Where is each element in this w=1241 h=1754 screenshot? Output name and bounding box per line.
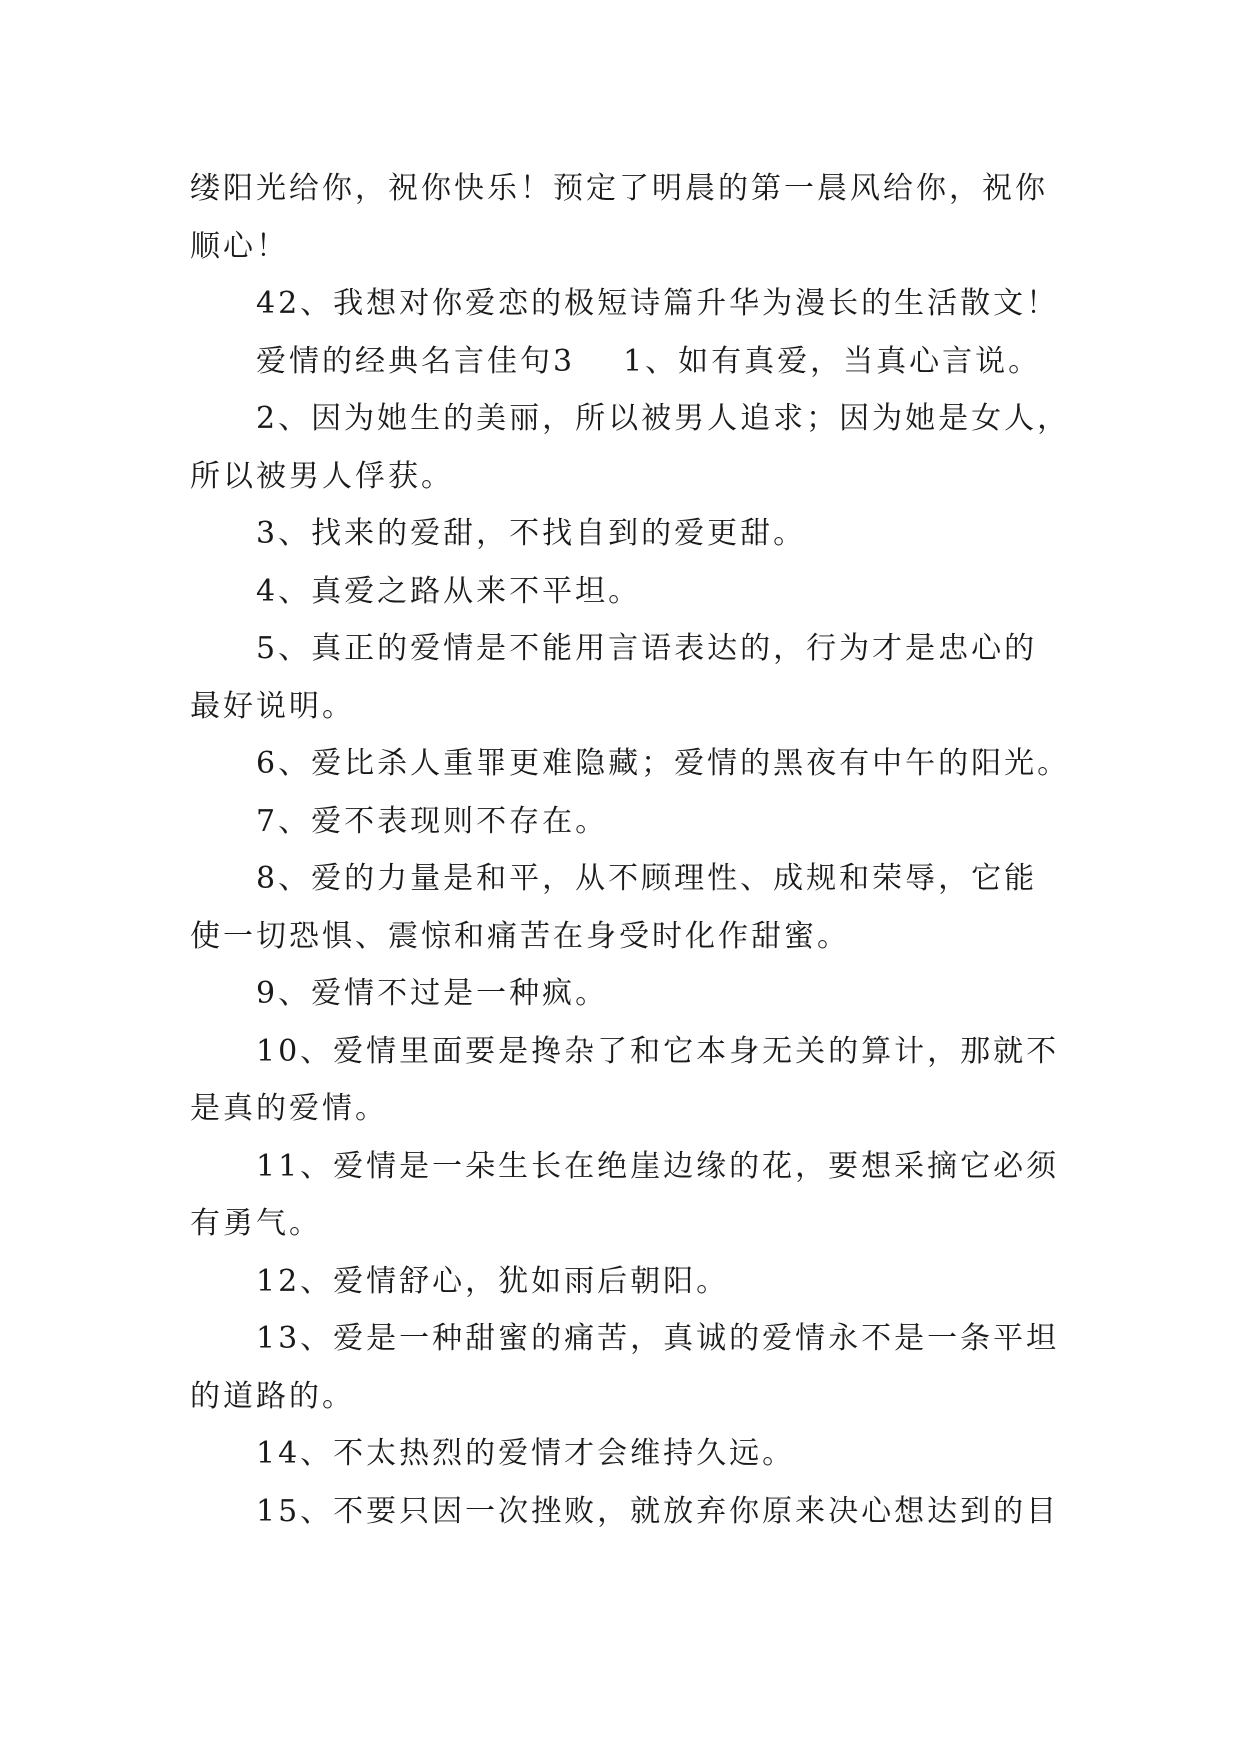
text-line: 顺心！ <box>190 228 289 264</box>
text-line: 4、真爱之路从来不平坦。 <box>256 573 642 609</box>
text-line: 8、爱的力量是和平，从不顾理性、成规和荣辱，它能 <box>256 861 1038 896</box>
text-line: 最好说明。 <box>190 688 355 724</box>
text-line: 15、不要只因一次挫败，就放弃你原来决心想达到的目 <box>256 1493 1060 1529</box>
text-line: 6、爱比杀人重罪更难隐藏；爱情的黑夜有中午的阳光。 <box>256 746 1071 781</box>
text-line: 14、不太热烈的爱情才会维持久远。 <box>256 1436 796 1471</box>
text-line: 使一切恐惧、震惊和痛苦在身受时化作甜蜜。 <box>190 918 850 954</box>
text-line: 的道路的。 <box>190 1378 355 1414</box>
text-line: 11、爱情是一朵生长在绝崖边缘的花，要想采摘它必须 <box>256 1148 1060 1184</box>
text-line: 5、真正的爱情是不能用言语表达的，行为才是忠心的 <box>256 631 1038 666</box>
text-line: 42、我想对你爱恋的极短诗篇升华为漫长的生活散文！ <box>256 286 1060 321</box>
text-line: 3、找来的爱甜，不找自到的爱更甜。 <box>256 516 807 551</box>
text-line-tail: 1、如有真爱，当真心言说。 <box>623 343 1042 379</box>
text-line: 13、爱是一种甜蜜的痛苦，真诚的爱情永不是一条平坦 <box>256 1321 1060 1356</box>
text-line: 10、爱情里面要是搀杂了和它本身无关的算计，那就不 <box>256 1033 1060 1069</box>
text-line: 12、爱情舒心，犹如雨后朝阳。 <box>256 1263 730 1299</box>
section-heading-line <box>190 333 1050 391</box>
text-line: 是真的爱情。 <box>190 1091 388 1126</box>
section-heading: 爱情的经典名言佳句3 <box>256 343 576 379</box>
document-body <box>190 160 1071 1540</box>
text-line: 7、爱不表现则不存在。 <box>256 803 609 839</box>
text-line: 缕阳光给你，祝你快乐！预定了明晨的第一晨风给你，祝你 <box>190 171 1048 206</box>
text-line: 2、因为她生的美丽，所以被男人追求；因为她是女人， <box>256 401 1071 436</box>
text-line: 所以被男人俘获。 <box>190 458 454 494</box>
text-line: 有勇气。 <box>190 1206 322 1241</box>
text-line: 9、爱情不过是一种疯。 <box>256 976 609 1011</box>
